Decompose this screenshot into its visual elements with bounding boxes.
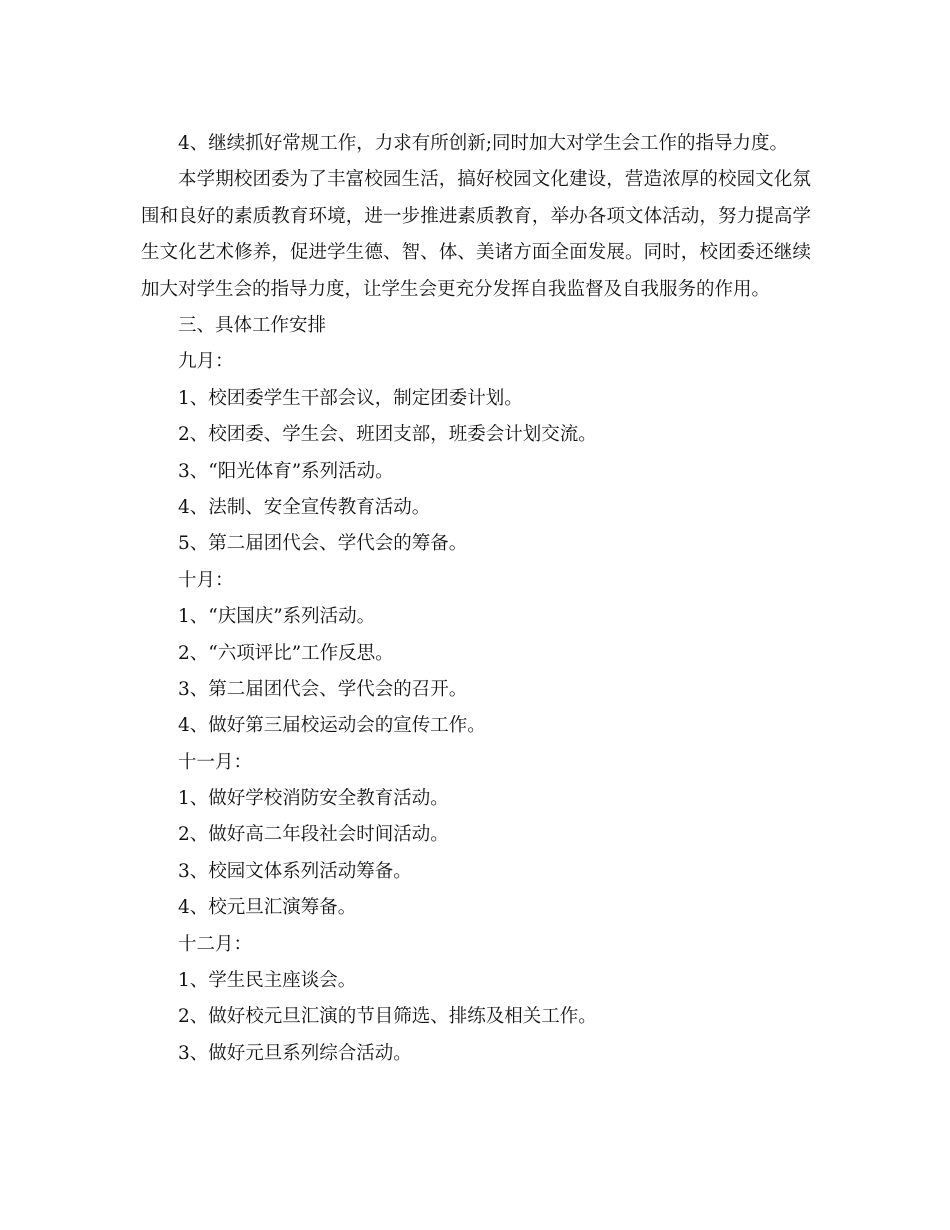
list-item: 3、做好元旦系列综合活动。 xyxy=(178,1042,412,1064)
list-item: 3、“阳光体育”系列活动。 xyxy=(178,460,394,482)
list-item: 5、第二届团代会、学代会的筹备。 xyxy=(178,533,468,555)
list-item: 1、做好学校消防安全教育活动。 xyxy=(178,788,449,810)
list-item: 3、校园文体系列活动筹备。 xyxy=(178,860,412,882)
list-item: 2、做好高二年段社会时间活动。 xyxy=(178,824,449,846)
list-item: 2、做好校元旦汇演的节目筛选、排练及相关工作。 xyxy=(178,1006,597,1028)
list-item: 2、校团委、学生会、班团支部，班委会计划交流。 xyxy=(178,424,597,446)
section-title: 三、具体工作安排 xyxy=(178,315,327,337)
document-body xyxy=(141,126,811,1072)
list-item: 1、学生民主座谈会。 xyxy=(178,970,357,992)
list-item: 4、做好第三届校运动会的宣传工作。 xyxy=(178,715,486,737)
month-title-december: 十二月： xyxy=(178,933,253,955)
list-item: 3、第二届团代会、学代会的召开。 xyxy=(178,678,468,700)
list-item: 1、校团委学生干部会议，制定团委计划。 xyxy=(178,387,523,409)
month-title-november: 十一月： xyxy=(178,751,253,773)
month-title-september: 九月： xyxy=(178,351,234,373)
list-item: 4、校元旦汇演筹备。 xyxy=(178,897,357,919)
item-line: 4、继续抓好常规工作，力求有所创新;同时加大对学生会工作的指导力度。 xyxy=(178,133,789,154)
list-item: 2、“六项评比”工作反思。 xyxy=(178,642,394,664)
list-item: 4、法制、安全宣传教育活动。 xyxy=(178,496,431,518)
month-title-october: 十月： xyxy=(178,569,234,591)
body-paragraph: 本学期校团委为了丰富校园生活，搞好校园文化建设，营造浓厚的校园文化氛围和良好的素质教育环境，进一步推进素质教育，举办各项文体活动，努力提高学生文化艺术修养，促进学生德、智、体、美诸方面全面发展。同时，校团委还继续加大对学生会的指导力度，让学生会更充分发挥自我监督及自我服务的作用。 xyxy=(141,169,811,300)
list-item: 1、“庆国庆”系列活动。 xyxy=(178,606,376,628)
